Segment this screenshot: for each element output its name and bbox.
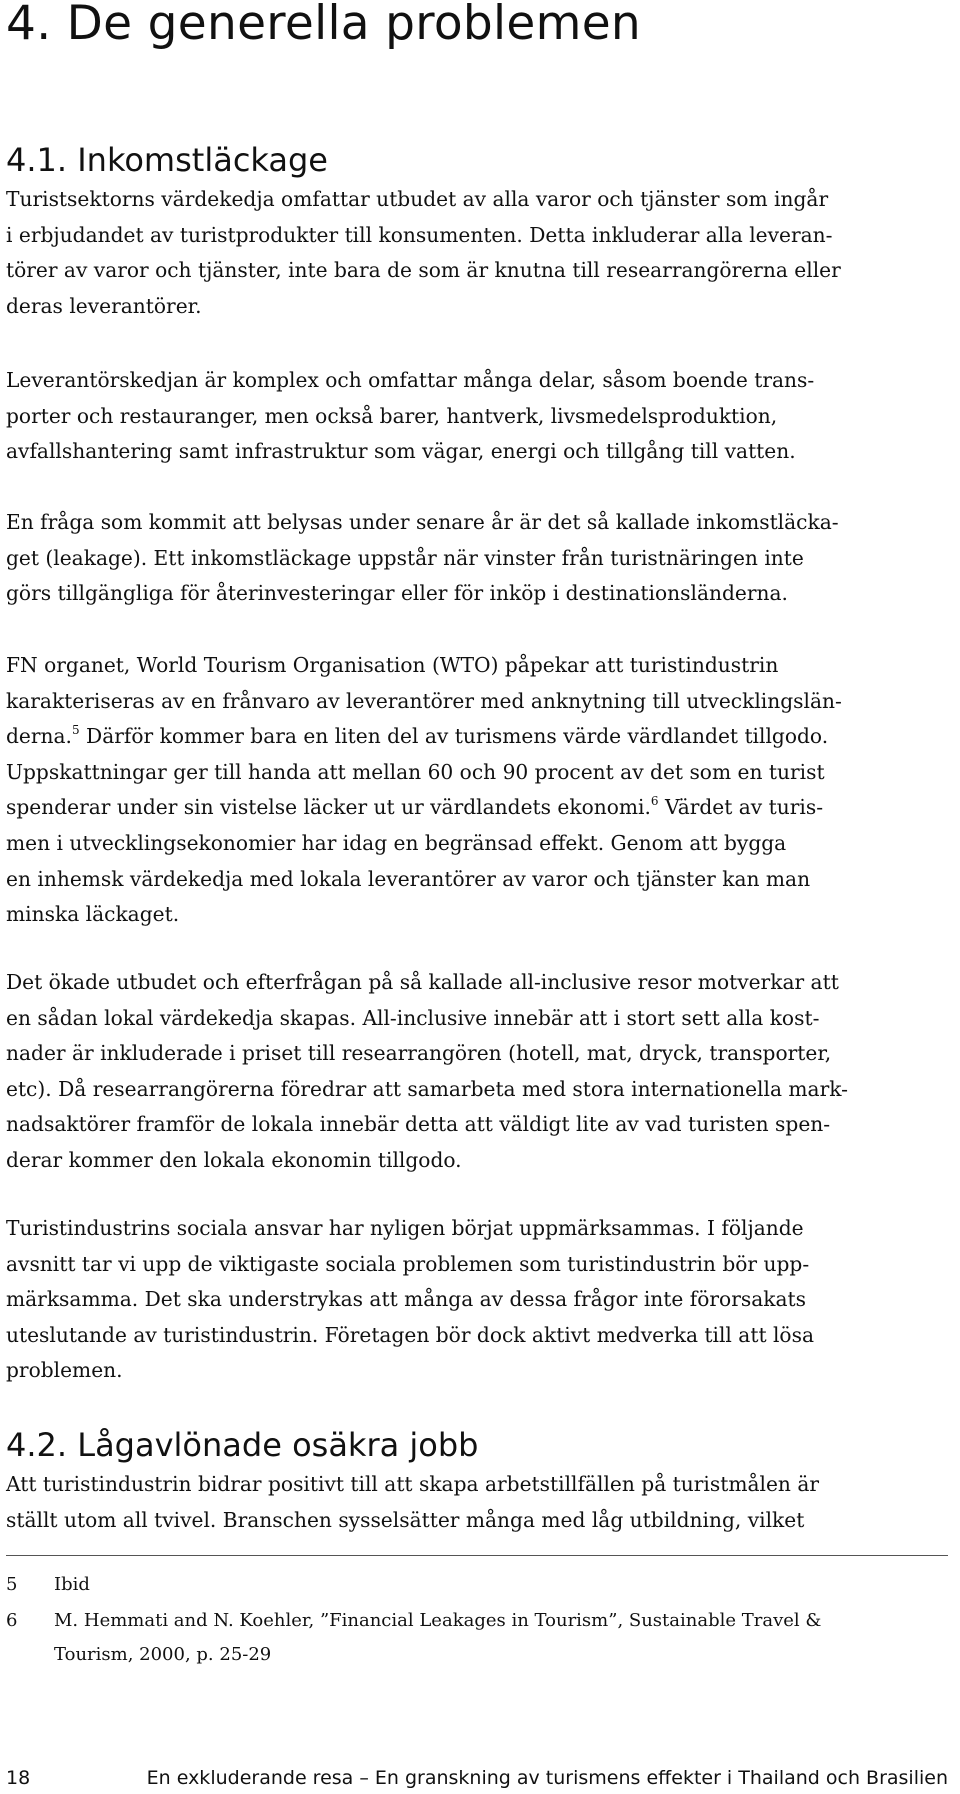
text-fragment: Därför kommer bara en liten del av turismens värde värdlandet tillgodo. — [79, 724, 829, 749]
text-line: en sådan lokal värdekedja skapas. All-inclusive innebär att i stort sett alla kost- — [6, 1005, 820, 1030]
text-line: Uppskattningar ger till handa att mellan 60 och 90 procent av det som en turist — [6, 759, 825, 784]
text-line: märksamma. Det ska understrykas att många av dessa frågor inte förorsakats — [6, 1287, 806, 1312]
text-line: FN organet, World Tourism Organisation (WTO) påpekar att turistindustrin — [6, 653, 779, 677]
text-line: get (leakage). Ett inkomstläckage uppstår när vinster från turistnäringen inte — [6, 545, 804, 570]
text-line: deras leverantörer. — [6, 293, 202, 318]
text-line: karakteriseras av en frånvaro av leverantörer med anknytning till utvecklingslän- — [6, 688, 842, 713]
footnote-number: 5 — [6, 1574, 18, 1595]
paragraph-employment — [6, 1467, 819, 1538]
text-line: Turistsektorns värdekedja omfattar utbudet av alla varor och tjänster som ingår — [6, 187, 829, 211]
text-line: minska läckaget. — [6, 902, 180, 927]
text-line: En fråga som kommit att belysas under senare år är det så kallade inkomstläcka- — [6, 510, 839, 534]
chapter-title: 4. De generella problemen — [6, 0, 642, 51]
text-fragment: spenderar under sin vistelse läcker ut ur värdlandets ekonomi. — [6, 795, 651, 820]
text-line: etc). Då researrangörerna föredrar att samarbeta med stora internationella mark- — [6, 1076, 848, 1101]
footnote-line: M. Hemmati and N. Koehler, ”Financial Leakages in Tourism”, Sustainable Travel & — [54, 1610, 822, 1631]
text-line: problemen. — [6, 1358, 123, 1383]
text-line: i erbjudandet av turistprodukter till konsumenten. Detta inkluderar alla leveran- — [6, 222, 833, 247]
paragraph-social-responsibility — [6, 1211, 814, 1389]
text-line: Leverantörskedjan är komplex och omfattar många delar, såsom boende trans- — [6, 368, 815, 392]
footnote-reference: 5 — [71, 723, 80, 738]
page-number: 18 — [6, 1767, 31, 1789]
footnote-number: 6 — [6, 1610, 18, 1631]
text-line: derar kommer den lokala ekonomin tillgodo. — [6, 1147, 462, 1172]
text-line — [6, 719, 842, 755]
paragraph-supply-chain — [6, 363, 814, 470]
running-footer-title: En exkluderande resa – En granskning av turismens effekter i Thailand och Brasilien — [146, 1767, 948, 1789]
footnote-line: Tourism, 2000, p. 25-29 — [54, 1644, 272, 1665]
text-line: törer av varor och tjänster, inte bara de som är knutna till researrangörerna eller — [6, 258, 841, 283]
text-line: Turistindustrins sociala ansvar har nyligen börjat uppmärksammas. I följande — [6, 1216, 804, 1240]
footnote-text — [54, 1568, 90, 1602]
text-line: ställt utom all tvivel. Branschen sysselsätter många med låg utbildning, vilket — [6, 1507, 805, 1532]
text-line: porter och restauranger, men också barer, hantverk, livsmedelsproduktion, — [6, 403, 778, 428]
footnote-line: Ibid — [54, 1574, 90, 1595]
text-line: uteslutande av turistindustrin. Företagen bör dock aktivt medverka till att lösa — [6, 1322, 814, 1347]
text-line: avfallshantering samt infrastruktur som vägar, energi och tillgång till vatten. — [6, 439, 796, 464]
text-line: avsnitt tar vi upp de viktigaste sociala problemen som turistindustrin bör upp- — [6, 1251, 810, 1276]
text-line: nadsaktörer framför de lokala innebär detta att väldigt lite av vad turisten spen- — [6, 1112, 831, 1137]
footnote-divider — [6, 1555, 948, 1556]
text-line: Att turistindustrin bidrar positivt till att skapa arbetstillfällen på turistmålen är — [6, 1472, 820, 1496]
text-line: görs tillgängliga för återinvesteringar eller för inköp i destinationsländerna. — [6, 581, 788, 606]
text-line: men i utvecklingsekonomier har idag en begränsad effekt. Genom att bygga — [6, 830, 787, 855]
paragraph-value-chain — [6, 182, 841, 324]
footnote-reference: 6 — [650, 794, 659, 809]
text-line: Det ökade utbudet och efterfrågan på så kallade all-inclusive resor motverkar att — [6, 970, 839, 994]
text-fragment: Värdet av turis- — [658, 795, 824, 820]
paragraph-all-inclusive — [6, 965, 848, 1179]
footnote-text — [54, 1604, 821, 1672]
paragraph-leakage — [6, 505, 839, 612]
paragraph-wto — [6, 648, 842, 933]
section-heading-inkomstlackage: 4.1. Inkomstläckage — [6, 141, 328, 179]
text-line — [6, 790, 842, 826]
text-line: en inhemsk värdekedja med lokala leverantörer av varor och tjänster kan man — [6, 866, 811, 891]
text-line: nader är inkluderade i priset till researrangören (hotell, mat, dryck, transporter, — [6, 1041, 832, 1066]
text-fragment: derna. — [6, 724, 72, 749]
section-heading-lowpaid-jobs: 4.2. Lågavlönade osäkra jobb — [6, 1426, 479, 1464]
